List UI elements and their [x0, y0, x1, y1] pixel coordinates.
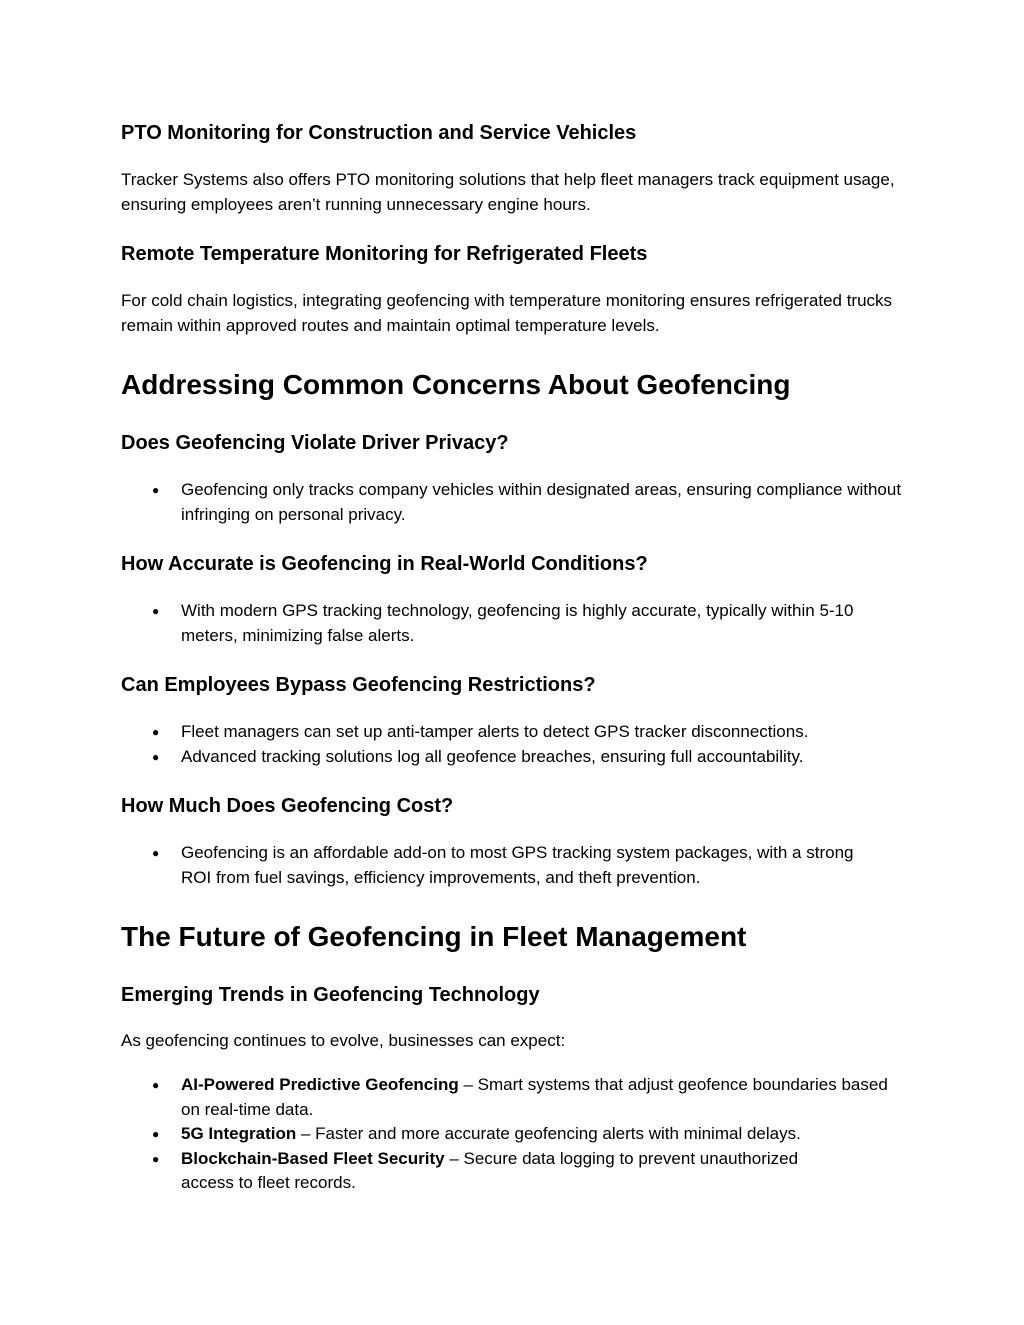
trend-term: AI-Powered Predictive Geofencing	[181, 1075, 459, 1094]
bullet-icon: ●	[152, 604, 160, 618]
list-accuracy	[121, 599, 881, 648]
list-item	[121, 720, 911, 745]
list-item-text: Fleet managers can set up anti-tamper alerts to detect GPS tracker disconnections.	[181, 722, 809, 741]
bullet-icon: ●	[152, 846, 160, 860]
bullet-icon: ●	[152, 749, 160, 764]
paragraph-pto-monitoring: Tracker Systems also offers PTO monitoring solutions that help fleet managers track equipment usage, ensuring employees aren’t running unnecessary engine hours.	[121, 170, 895, 214]
list-item	[121, 1122, 911, 1147]
bullet-icon: ●	[152, 1151, 160, 1166]
list-item	[121, 1073, 911, 1122]
list-item-text: Advanced tracking solutions log all geofence breaches, ensuring full accountability.	[181, 746, 804, 766]
list-item	[121, 599, 881, 648]
heading-future-of-geofencing: The Future of Geofencing in Fleet Management	[121, 921, 747, 952]
heading-emerging-trends: Emerging Trends in Geofencing Technology	[121, 984, 540, 1006]
list-cost	[121, 841, 871, 890]
list-item	[121, 841, 871, 890]
list-item-text: With modern GPS tracking technology, geofencing is highly accurate, typically within 5-10 meters, minimizing false alerts.	[181, 601, 854, 645]
list-item-text: Geofencing only tracks company vehicles within designated areas, ensuring compliance without infringing on personal privacy.	[181, 480, 902, 524]
heading-accuracy: How Accurate is Geofencing in Real-World Conditions?	[121, 553, 648, 575]
paragraph-temperature-monitoring: For cold chain logistics, integrating geofencing with temperature monitoring ensures refrigerated trucks remain within approved routes and maintain optimal temperature levels.	[121, 291, 893, 335]
heading-cost: How Much Does Geofencing Cost?	[121, 795, 454, 817]
bullet-icon: ●	[152, 483, 160, 497]
bullet-icon: ●	[152, 725, 160, 739]
list-item-text: Geofencing is an affordable add-on to most GPS tracking system packages, with a strong ROI from fuel savings, efficiency improvements, and theft prevention.	[181, 843, 854, 887]
list-item	[121, 745, 911, 770]
heading-driver-privacy: Does Geofencing Violate Driver Privacy?	[121, 432, 509, 454]
heading-temperature-monitoring: Remote Temperature Monitoring for Refrigerated Fleets	[121, 243, 648, 265]
paragraph-trends-intro: As geofencing continues to evolve, businesses can expect:	[121, 1031, 566, 1050]
list-bypass-restrictions	[121, 720, 911, 769]
trend-term: 5G Integration	[181, 1124, 297, 1143]
bullet-icon: ●	[152, 1078, 160, 1092]
bullet-icon: ●	[152, 1127, 160, 1141]
heading-pto-monitoring: PTO Monitoring for Construction and Service Vehicles	[121, 122, 637, 144]
list-item	[121, 478, 911, 527]
list-emerging-trends	[121, 1073, 911, 1196]
heading-common-concerns: Addressing Common Concerns About Geofencing	[121, 369, 791, 400]
trend-term: Blockchain-Based Fleet Security	[181, 1148, 445, 1168]
trend-description: – Faster and more accurate geofencing alerts with minimal delays.	[296, 1124, 801, 1143]
list-item	[121, 1147, 851, 1196]
heading-bypass-restrictions: Can Employees Bypass Geofencing Restrictions?	[121, 674, 596, 696]
trend-description: – Smart systems that adjust geofence boundaries based on real-time data.	[181, 1075, 888, 1119]
trend-description: – Secure data logging to prevent unauthorized access to fleet records.	[181, 1148, 799, 1192]
list-driver-privacy	[121, 478, 911, 527]
